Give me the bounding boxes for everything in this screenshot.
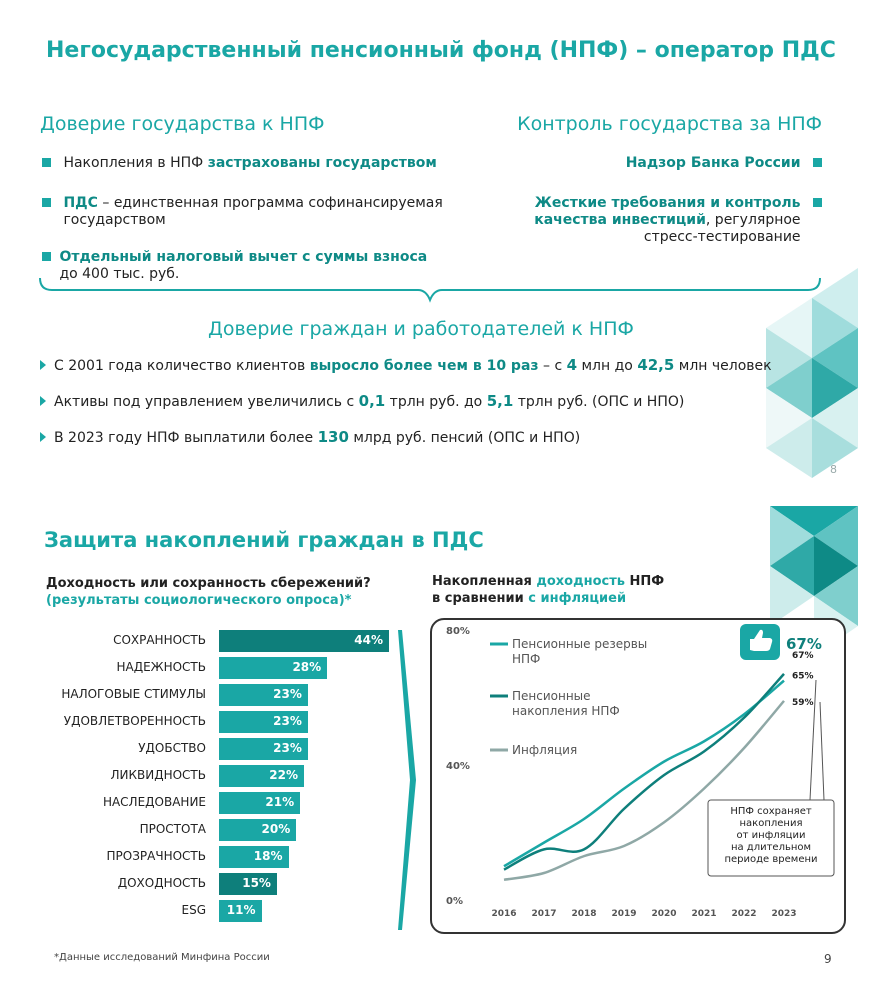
bar-value-label: 28% xyxy=(292,660,322,674)
title-accent: с инфляцией xyxy=(528,591,627,606)
title-part: Накопленная xyxy=(432,574,537,589)
series-end-label: 65% xyxy=(792,671,814,682)
row-value: 5,1 xyxy=(486,392,514,410)
bar-label: НАДЕЖНОСТЬ xyxy=(116,660,206,674)
item-strong: Отдельный налоговый вычет с суммы взноса xyxy=(59,249,428,265)
survey-subtitle: (результаты социологического опроса)* xyxy=(46,593,352,608)
item-strong: Жесткие требования и контроль качества инвестиций xyxy=(534,195,801,228)
title-accent: доходность xyxy=(536,574,625,589)
bar-row xyxy=(0,657,420,679)
bar-label: ESG xyxy=(181,903,206,917)
triangle-bullet-icon xyxy=(40,360,46,370)
bar-row xyxy=(0,792,420,814)
bar-label: УДОВЛЕТВОРЕННОСТЬ xyxy=(63,714,206,728)
bar-row xyxy=(0,846,420,868)
row-value: 130 xyxy=(317,428,349,446)
title-part: НПФ xyxy=(624,574,665,589)
line-chart-title-2 xyxy=(432,591,626,606)
square-bullet-icon xyxy=(42,198,51,207)
trust-state-item-1 xyxy=(42,155,472,172)
bar xyxy=(219,630,389,652)
title-part: в сравнении xyxy=(432,591,529,606)
bar-label: УДОБСТВО xyxy=(138,741,206,755)
row-text: С 2001 года количество клиентов xyxy=(54,358,310,374)
legend-label: Пенсионные резервы НПФ xyxy=(512,637,648,666)
bar-row xyxy=(0,873,420,895)
square-bullet-icon xyxy=(813,198,822,207)
page-number-bottom: 9 xyxy=(824,952,832,966)
trust-state-heading: Доверие государства к НПФ xyxy=(40,113,325,135)
series-end-label: 59% xyxy=(792,697,814,708)
page-number-top: 8 xyxy=(830,463,837,476)
bar-label: ДОХОДНОСТЬ xyxy=(117,876,206,890)
bar-row xyxy=(0,711,420,733)
triangle-bullet-icon xyxy=(40,432,46,442)
x-tick-label: 2016 xyxy=(491,909,517,919)
bar-row xyxy=(0,684,420,706)
x-tick-label: 2019 xyxy=(611,909,637,919)
series-end-label: 67% xyxy=(792,650,814,661)
item-text: до 400 тыс. руб. xyxy=(59,266,180,282)
survey-title: Доходность или сохранность сбережений? xyxy=(46,576,371,591)
bar-value-label: 20% xyxy=(261,822,291,836)
row-text: трлн руб. до xyxy=(385,394,487,410)
item-strong: ПДС xyxy=(63,195,98,211)
trust-citizens-row-2 xyxy=(40,392,684,410)
bar-label: ПРОЗРАЧНОСТЬ xyxy=(106,849,206,863)
row-value: 4 xyxy=(566,356,578,374)
item-text: , регулярное стресс-тестирование xyxy=(643,212,801,245)
bar xyxy=(219,900,262,922)
bar xyxy=(219,792,300,814)
bar xyxy=(219,873,277,895)
bar-row xyxy=(0,738,420,760)
badge-value: 67% xyxy=(786,635,822,653)
item-text: – единственная программа софинансируемая государством xyxy=(63,195,443,228)
bar-row xyxy=(0,819,420,841)
square-bullet-icon xyxy=(42,158,51,167)
bar-value-label: 11% xyxy=(226,903,256,917)
legend-label: Инфляция xyxy=(512,743,578,757)
trust-citizens-row-1 xyxy=(40,356,772,374)
x-tick-label: 2020 xyxy=(651,909,677,919)
row-text: млн до xyxy=(577,358,638,374)
line-chart xyxy=(432,620,844,932)
item-strong: Надзор Банка России xyxy=(625,155,801,171)
legend-label: Пенсионные накопления НПФ xyxy=(512,689,620,718)
trust-state-item-2 xyxy=(42,195,472,229)
survey-bar-chart xyxy=(0,630,420,930)
line-chart-title-1 xyxy=(432,574,664,589)
y-tick-label: 40% xyxy=(446,761,470,772)
square-bullet-icon xyxy=(813,158,822,167)
x-tick-label: 2018 xyxy=(571,909,597,919)
line-chart-box xyxy=(430,618,846,934)
item-strong: застрахованы государством xyxy=(207,155,437,171)
bar-value-label: 44% xyxy=(354,633,383,647)
row-value: 42,5 xyxy=(637,356,675,374)
bar-value-label: 23% xyxy=(273,741,302,755)
row-text: трлн руб. (ОПС и НПО) xyxy=(513,394,685,410)
triangle-bullet-icon xyxy=(40,396,46,406)
brace-divider xyxy=(38,276,822,306)
bar-label: НАСЛЕДОВАНИЕ xyxy=(102,795,206,809)
square-bullet-icon xyxy=(42,252,51,261)
x-tick-label: 2021 xyxy=(691,909,717,919)
bar xyxy=(219,711,308,733)
note-text: НПФ сохраняет накопления от инфляции на длительном периоде времени xyxy=(724,806,818,865)
bar-value-label: 21% xyxy=(265,795,295,809)
bar-value-label: 22% xyxy=(269,768,298,782)
decorative-pattern xyxy=(752,268,858,490)
page-title: Негосударственный пенсионный фонд (НПФ) – оператор ПДС xyxy=(46,38,836,63)
bar xyxy=(219,738,308,760)
bar-value-label: 23% xyxy=(273,714,302,728)
bar-label: ПРОСТОТА xyxy=(139,822,206,836)
chevron-right-icon xyxy=(398,630,416,930)
bar-label: ЛИКВИДНОСТЬ xyxy=(110,768,206,782)
bar-label: НАЛОГОВЫЕ СТИМУЛЫ xyxy=(61,687,206,701)
control-state-item-1 xyxy=(502,155,822,172)
row-text: млн человек xyxy=(674,358,772,374)
trust-citizens-row-3 xyxy=(40,428,580,446)
item-text: Накопления в НПФ xyxy=(63,155,208,171)
row-text: млрд руб. пенсий (ОПС и НПО) xyxy=(348,430,581,446)
bar-value-label: 15% xyxy=(242,876,271,890)
bar-value-label: 23% xyxy=(273,687,302,701)
bar-row xyxy=(0,765,420,787)
x-tick-label: 2017 xyxy=(531,909,557,919)
bar xyxy=(219,684,308,706)
x-tick-label: 2023 xyxy=(771,909,797,919)
row-value: 0,1 xyxy=(358,392,386,410)
control-state-item-2 xyxy=(492,195,822,246)
bar xyxy=(219,765,304,787)
protection-heading: Защита накоплений граждан в ПДС xyxy=(44,528,484,552)
footnote: *Данные исследований Минфина России xyxy=(54,952,270,963)
x-tick-label: 2022 xyxy=(731,909,757,919)
y-tick-label: 80% xyxy=(446,626,470,637)
y-tick-label: 0% xyxy=(446,896,463,907)
row-text: В 2023 году НПФ выплатили более xyxy=(54,430,318,446)
control-state-heading: Контроль государства за НПФ xyxy=(517,113,822,135)
trust-citizens-heading: Доверие граждан и работодателей к НПФ xyxy=(208,318,634,340)
bar-row xyxy=(0,900,420,922)
bar xyxy=(219,819,296,841)
bar xyxy=(219,846,289,868)
row-text: – с xyxy=(538,358,567,374)
row-text: Активы под управлением увеличились с xyxy=(54,394,359,410)
bar-value-label: 18% xyxy=(253,849,283,863)
bar-label: СОХРАННОСТЬ xyxy=(113,633,206,647)
bar-row xyxy=(0,630,420,652)
bar xyxy=(219,657,327,679)
row-strong: выросло более чем в 10 раз xyxy=(309,358,539,374)
note-pointer xyxy=(820,702,824,800)
